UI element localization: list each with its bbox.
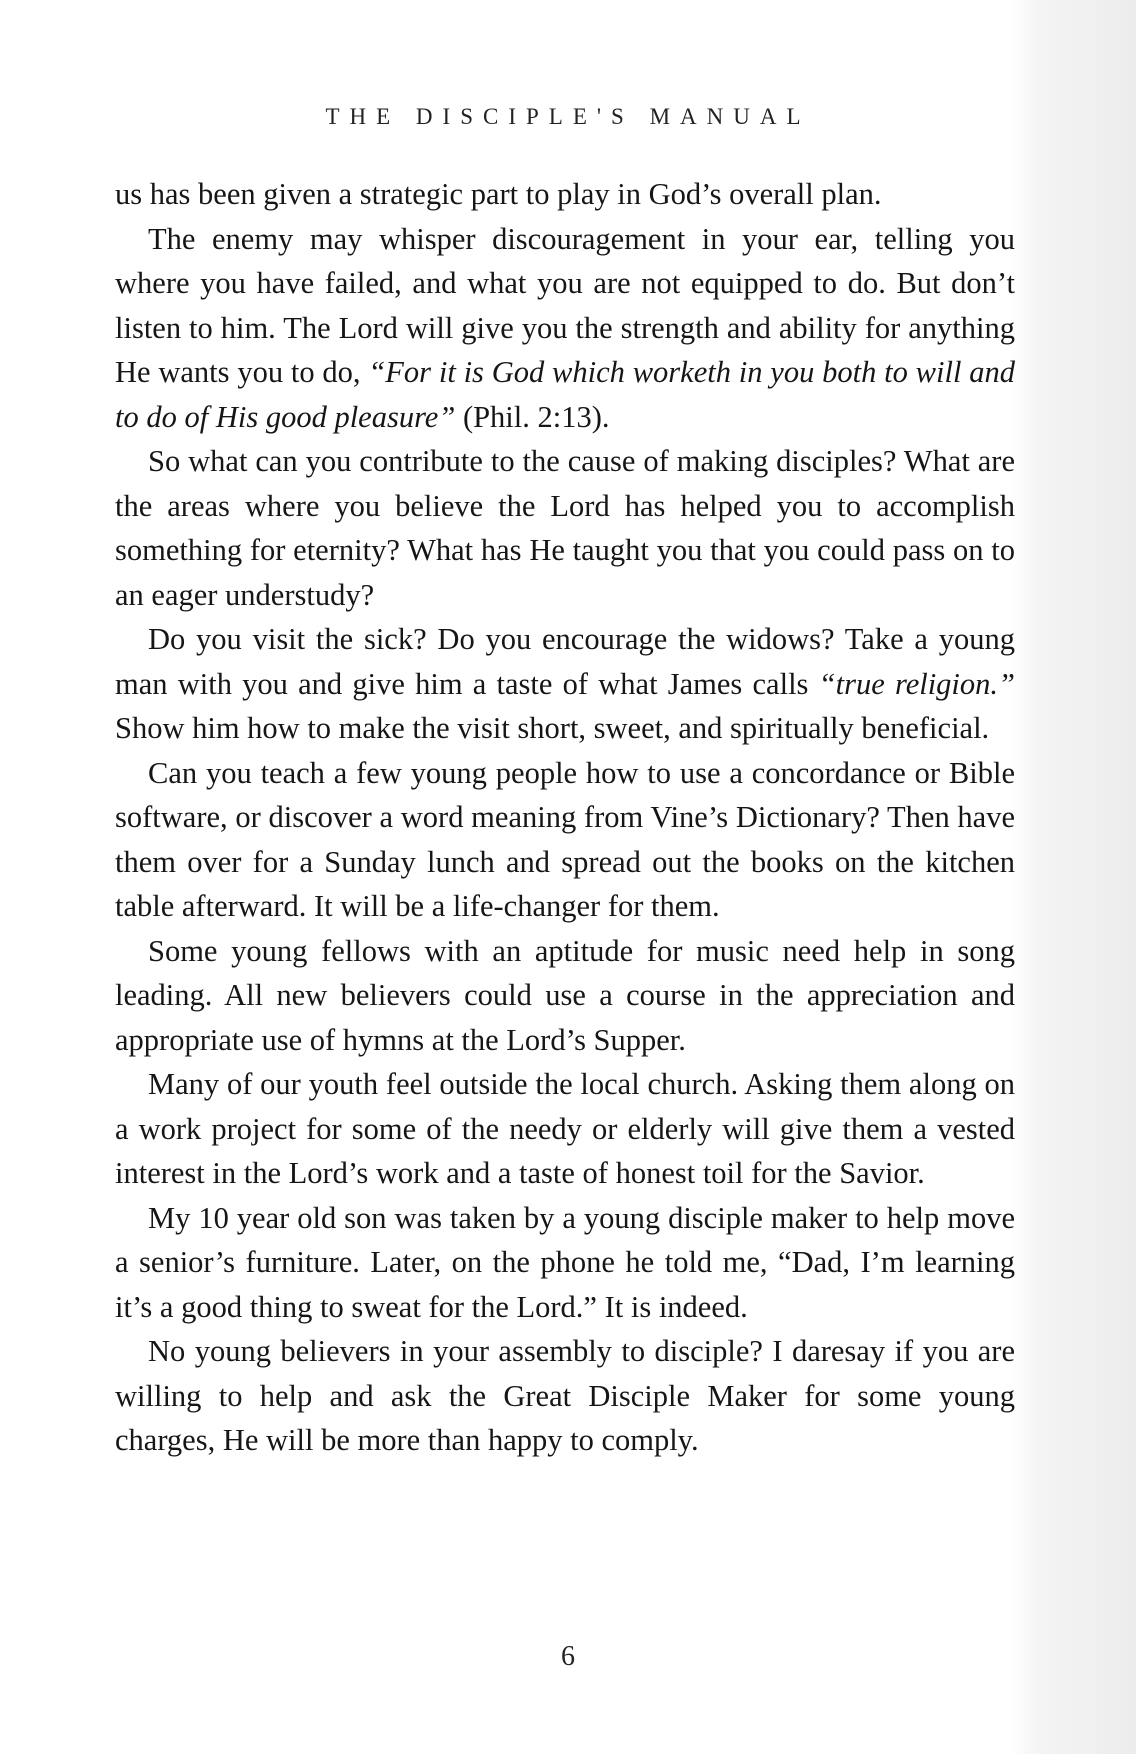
paragraph-5 — [115, 751, 1015, 929]
paragraph-6 — [115, 929, 1015, 1063]
paragraph-1 — [115, 172, 1015, 217]
paragraph-2 — [115, 217, 1015, 440]
paragraph-text: Many of our youth feel outside the local church. Asking them along on a work project for some of the needy or elderly will give them a vested interest in the Lord’s work and a taste of honest toil for the Savior. — [115, 1067, 1015, 1190]
paragraph-7 — [115, 1062, 1015, 1196]
paragraph-text: The enemy may whisper discouragement in your ear, telling you where you have failed, and what you are not equipped to do. But don’t listen to him. The Lord will give you the strength and ability for anything He wants you to do, — [115, 221, 1015, 389]
paragraph-8 — [115, 1196, 1015, 1330]
paragraph-text: Some young fellows with an aptitude for music need help in song leading. All new believers could use a course in the appreciation and appropriate use of hymns at the Lord’s Supper. — [115, 933, 1015, 1057]
paragraph-text: Do you visit the sick? Do you encourage the widows? Take a young man with you and give him a taste of what James calls — [115, 622, 1015, 701]
body-text — [115, 172, 1015, 1463]
paragraph-9 — [115, 1329, 1015, 1463]
scripture-reference: (Phil. 2:13). — [455, 399, 610, 434]
scripture-quote: “For it is God which worketh in you both to will and to do of His good pleasure” — [115, 355, 1015, 434]
paragraph-text: So what can you contribute to the cause of making disciples? What are the areas where you believe the Lord has helped you to accomplish something for eternity? What has He taught you that you could pass on to an eager understudy? — [115, 444, 1015, 612]
page-number: 6 — [561, 1641, 575, 1672]
paragraph-text: us has been given a strategic part to play in God’s overall plan. — [115, 177, 882, 211]
paragraph-text: Show him how to make the visit short, sweet, and spiritually beneficial. — [115, 711, 990, 745]
paragraph-text: No young believers in your assembly to disciple? I daresay if you are willing to help and ask the Great Disciple Maker for some young charges, He will be more than happy to comply. — [115, 1334, 1015, 1457]
paragraph-4 — [115, 617, 1015, 751]
paragraph-text: Can you teach a few young people how to use a concordance or Bible software, or discover a word meaning from Vine’s Dictionary? Then have them over for a Sunday lunch and spread out the books on the kitchen table afterward. It will be a life-changer for them. — [115, 755, 1015, 923]
running-head: THE DISCIPLE'S MANUAL — [325, 104, 811, 129]
paragraph-3 — [115, 439, 1015, 617]
scripture-quote: “true religion.” — [818, 666, 1015, 701]
paragraph-text: My 10 year old son was taken by a young disciple maker to help move a senior’s furniture. Later, on the phone he told me, “Dad, I’m learning it’s a good thing to sweat for the Lord.” It is indeed. — [115, 1200, 1015, 1324]
